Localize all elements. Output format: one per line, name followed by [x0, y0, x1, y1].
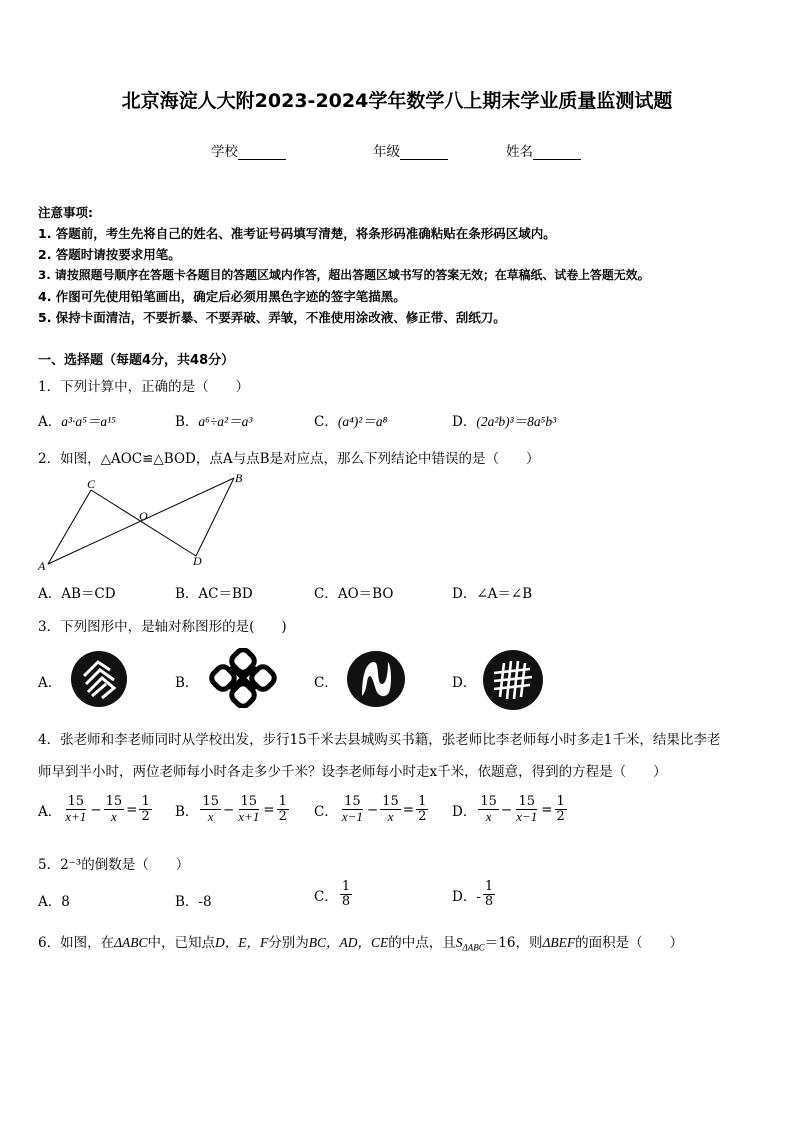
section-heading: 一、选择题（每题4分，共48分）	[38, 353, 235, 368]
fraction: $\frac{1}{2}$	[278, 794, 287, 824]
q3-option-a-label[interactable]: A．	[38, 675, 62, 691]
fraction: $\frac{15}{x+1}$	[238, 794, 260, 824]
fraction: $\frac{1}{2}$	[418, 794, 427, 824]
hash-logo-icon[interactable]	[482, 649, 544, 711]
q2-option-a[interactable]: A．AB＝CD	[38, 586, 116, 602]
school-blank[interactable]	[238, 145, 286, 160]
fraction: $\frac{15}{x+1}$	[65, 794, 87, 824]
fraction: $\frac{1}{2}$	[141, 794, 150, 824]
fraction: $\frac{15}{x}$	[382, 794, 399, 824]
fraction: $\frac{1}{8}$	[341, 879, 351, 909]
question-3-stem: 3．下列图形中，是轴对称图形的是( )	[38, 619, 287, 635]
question-4-stem-line1: 4．张老师和李老师同时从学校出发，步行15千米去县城购买书籍，张老师比李老师每小时多走1千米，结果比李老	[38, 732, 721, 748]
school-field[interactable]	[211, 140, 286, 160]
fraction: $\frac{1}{2}$	[556, 794, 565, 824]
school-label: 学校	[211, 144, 238, 160]
name-blank[interactable]	[533, 145, 581, 160]
china-mobile-logo-icon[interactable]	[70, 650, 128, 708]
fraction: $\frac{15}{x}$	[480, 794, 497, 824]
q1-option-d[interactable]: D．(2a²b)³＝8a⁵b³	[452, 414, 557, 430]
q2-option-c[interactable]: C．AO＝BO	[314, 586, 394, 602]
n-logo-icon[interactable]	[346, 650, 406, 708]
notice-item: 2. 答题时请按要求用笔。	[38, 247, 181, 262]
q1-option-c[interactable]: C．(a⁴)²＝a⁸	[314, 414, 388, 430]
point-a-label: A	[38, 559, 46, 573]
point-b-label: B	[235, 471, 243, 485]
q5-option-d[interactable]: D．- $\frac{1}{8}$	[452, 879, 494, 909]
notice-item: 5. 保持卡面清洁，不要折暴、不要弄破、弄皱，不准使用涂改液、修正带、刮纸刀。	[38, 310, 506, 325]
q3-option-d-label[interactable]: D．	[452, 675, 477, 691]
fraction: $\frac{15}{x-1}$	[516, 794, 538, 824]
fraction: $\frac{15}{x-1}$	[341, 794, 363, 824]
q2-option-d[interactable]: D．∠A＝∠B	[452, 586, 533, 602]
point-d-label: D	[193, 554, 202, 568]
q4-option-a[interactable]: A． $\frac{15}{x+1}$ − $\frac{15}{x}$ = $\frac{1}{2}$	[38, 794, 150, 824]
question-1-stem: 1．下列计算中，正确的是（ ）	[38, 379, 250, 395]
q1-option-a[interactable]: A．a³·a⁵＝a¹⁵	[38, 414, 116, 430]
q5-option-c[interactable]: C． $\frac{1}{8}$	[314, 879, 351, 909]
notice-item: 3. 请按照题号顺序在答题卡各题目的答题区域内作答，超出答题区域书写的答案无效；在草稿纸、试卷上答题无效。	[38, 268, 650, 282]
grade-label: 年级	[373, 144, 400, 160]
point-c-label: C	[87, 477, 96, 491]
q5-option-a[interactable]: A．8	[38, 894, 70, 910]
question-6-stem: 6．如图，在ΔABC中，已知点D，E，F分别为BC，AD，CE的中点，且$S_{\Delta ABC}=16$，则ΔBEF的面积是（ ）	[38, 935, 684, 953]
grade-field[interactable]	[373, 140, 448, 160]
fraction: $\frac{15}{x}$	[105, 794, 123, 824]
q3-option-c-label[interactable]: C．	[314, 675, 338, 691]
segment-ac	[48, 490, 91, 564]
question-5-stem: 5．2⁻³的倒数是（ ）	[38, 857, 190, 873]
q5-option-b[interactable]: B．-8	[175, 894, 212, 910]
point-o-label: O	[139, 509, 148, 523]
q4-option-b[interactable]: B． $\frac{15}{x}$ − $\frac{15}{x+1}$ = $\frac{1}{2}$	[175, 794, 287, 824]
q2-option-b[interactable]: B．AC＝BD	[175, 586, 253, 602]
question-2-stem: 2．如图，△AOC≌△BOD，点A与点B是对应点，那么下列结论中错误的是（ ）	[38, 451, 540, 467]
notice-item: 1. 答题前，考生先将自己的姓名、准考证号码填写清楚，将条形码准确粘贴在条形码区域内。	[38, 226, 556, 241]
fraction: $\frac{15}{x}$	[202, 794, 219, 824]
grade-blank[interactable]	[400, 145, 448, 160]
q1-option-b[interactable]: B．a⁶÷a²＝a³	[175, 414, 253, 430]
q4-option-c[interactable]: C． $\frac{15}{x-1}$ − $\frac{15}{x}$ = $\frac{1}{2}$	[314, 794, 427, 824]
name-field[interactable]	[506, 140, 581, 160]
q4-option-d[interactable]: D． $\frac{15}{x}$ − $\frac{15}{x-1}$ = $\frac{1}{2}$	[452, 794, 565, 824]
q2-figure	[36, 470, 252, 576]
notice-item: 4. 作图可先使用铅笔画出，确定后必须用黑色字迹的签字笔描黑。	[38, 289, 406, 304]
notice-heading: 注意事项:	[38, 205, 93, 220]
segment-cd	[91, 490, 196, 556]
fraction: $\frac{1}{8}$	[484, 879, 494, 909]
question-4-stem-line2: 师早到半小时，两位老师每小时各走多少千米？设李老师每小时走x千米，依题意，得到的方程是（ ）	[38, 764, 667, 780]
q3-option-b-label[interactable]: B．	[175, 675, 199, 691]
page-title: 北京海淀人大附2023-2024学年数学八上期末学业质量监测试题	[121, 90, 673, 112]
china-unicom-knot-icon[interactable]	[204, 648, 282, 708]
name-label: 姓名	[506, 144, 533, 160]
segment-bd	[196, 478, 234, 556]
